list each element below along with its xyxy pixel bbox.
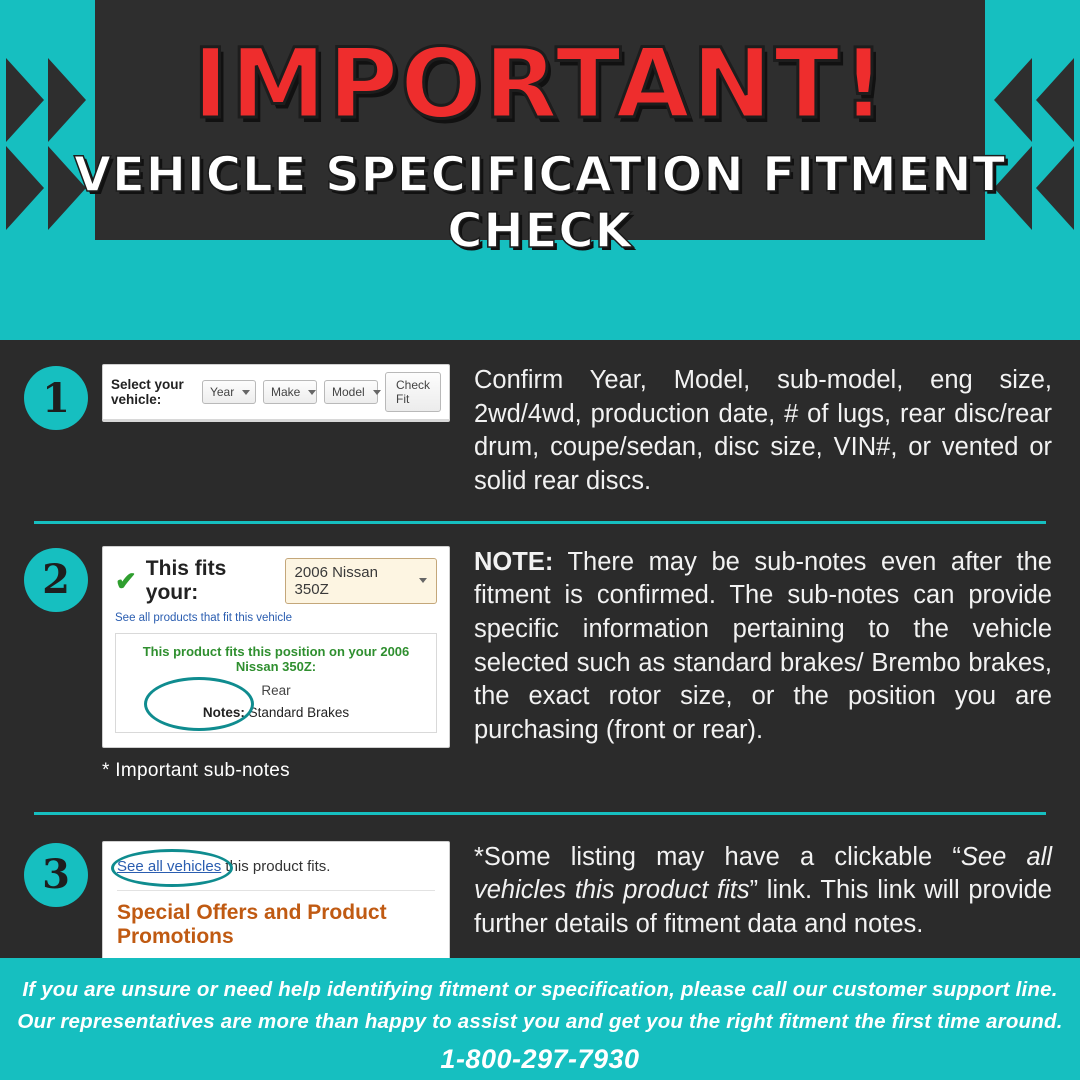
model-dropdown[interactable] (324, 380, 378, 404)
header-banner (0, 0, 1080, 340)
check-icon: ✔ (115, 565, 137, 596)
fits-row (115, 557, 437, 605)
step-3-text-a: *Some listing may have a clickable “ (474, 842, 961, 871)
page-subtitle: VEHICLE SPECIFICATION FITMENT CHECK (73, 146, 1007, 259)
step-2-text (474, 546, 1052, 748)
see-all-vehicles-rest: this product fits. (221, 857, 331, 875)
year-dropdown[interactable] (202, 380, 256, 404)
check-fit-button[interactable]: Check Fit (385, 372, 441, 412)
step-number-badge: 2 (24, 548, 88, 612)
step-1-text: Confirm Year, Model, sub-model, eng size, 2wd/4wd, production date, # of lugs, rear disc/rear drum, coupe/sedan, disc size, VIN#, or vented or solid rear discs. (474, 366, 1052, 495)
vehicle-selector-bar (102, 364, 450, 422)
chevron-down-icon (419, 578, 427, 583)
step-2-screenshot (102, 546, 450, 782)
footer-banner (0, 958, 1080, 1080)
fitment-confirmation-panel (102, 546, 450, 748)
step-number-badge: 1 (24, 366, 88, 430)
step-number-badge: 3 (24, 843, 88, 907)
make-dropdown[interactable] (263, 380, 317, 404)
fitment-notes (128, 705, 424, 720)
notes-value: Standard Brakes (248, 704, 350, 720)
step-3-screenshot (102, 841, 450, 960)
see-all-products-link[interactable]: See all products that fit this vehicle (115, 611, 293, 624)
see-all-vehicles-panel (102, 841, 450, 960)
make-dropdown-value: Make (270, 385, 301, 399)
step-3-text-b: ” link. This link will provide further details of fitment data and notes. (474, 876, 1052, 938)
sub-notes-caption: * Important sub-notes (102, 759, 290, 781)
select-vehicle-label: Select your vehicle: (111, 377, 184, 407)
notes-label: Notes: (202, 704, 245, 720)
fitment-position-value: Rear (261, 682, 291, 698)
page-title: IMPORTANT! (192, 28, 888, 140)
step-3 (0, 829, 1080, 960)
step-3-text-italic: See all vehicles this product fits (474, 842, 1052, 905)
see-all-vehicles-link[interactable]: See all vehicles (117, 857, 222, 875)
divider (34, 521, 1046, 524)
step-2-text-body: There may be sub-notes even after the fitment is confirmed. The sub-notes can provide specific information pertaining to the vehicle selected such as standard brakes/ Brembo brakes, the exact rotor size, or the position you are purchasing (front or rear). (474, 547, 1052, 744)
selected-vehicle-value: 2006 Nissan 350Z (294, 563, 378, 598)
header-titles (0, 28, 1080, 259)
selected-vehicle-dropdown[interactable] (285, 558, 437, 604)
footer-line-1: If you are unsure or need help identifying fitment or specification, please call our customer support line. (22, 978, 1058, 1001)
steps-container (0, 352, 1080, 960)
see-all-vehicles-row (117, 858, 435, 876)
promotions-heading: Special Offers and Product Promotions (117, 890, 435, 949)
year-dropdown-value: Year (209, 385, 235, 399)
fitment-details-box (115, 633, 437, 733)
fits-label: This fits your: (145, 556, 227, 604)
model-dropdown-value: Model (331, 385, 365, 399)
divider (34, 812, 1046, 815)
step-2-text-lead: NOTE: (474, 547, 554, 576)
chevron-down-icon (308, 390, 316, 395)
chevron-down-icon (373, 390, 381, 395)
step-1 (0, 352, 1080, 499)
step-3-text (474, 841, 1052, 942)
chevron-down-icon (242, 390, 250, 395)
step-2 (0, 534, 1080, 782)
fits-position-line: This product fits this position on your 2006 Nissan 350Z: (142, 643, 410, 674)
support-phone-number: 1-800-297-7930 (440, 1043, 640, 1074)
step-1-screenshot (102, 364, 450, 422)
footer-line-2: Our representatives are more than happy to assist you and get you the right fitment the first time around. (17, 1009, 1063, 1033)
